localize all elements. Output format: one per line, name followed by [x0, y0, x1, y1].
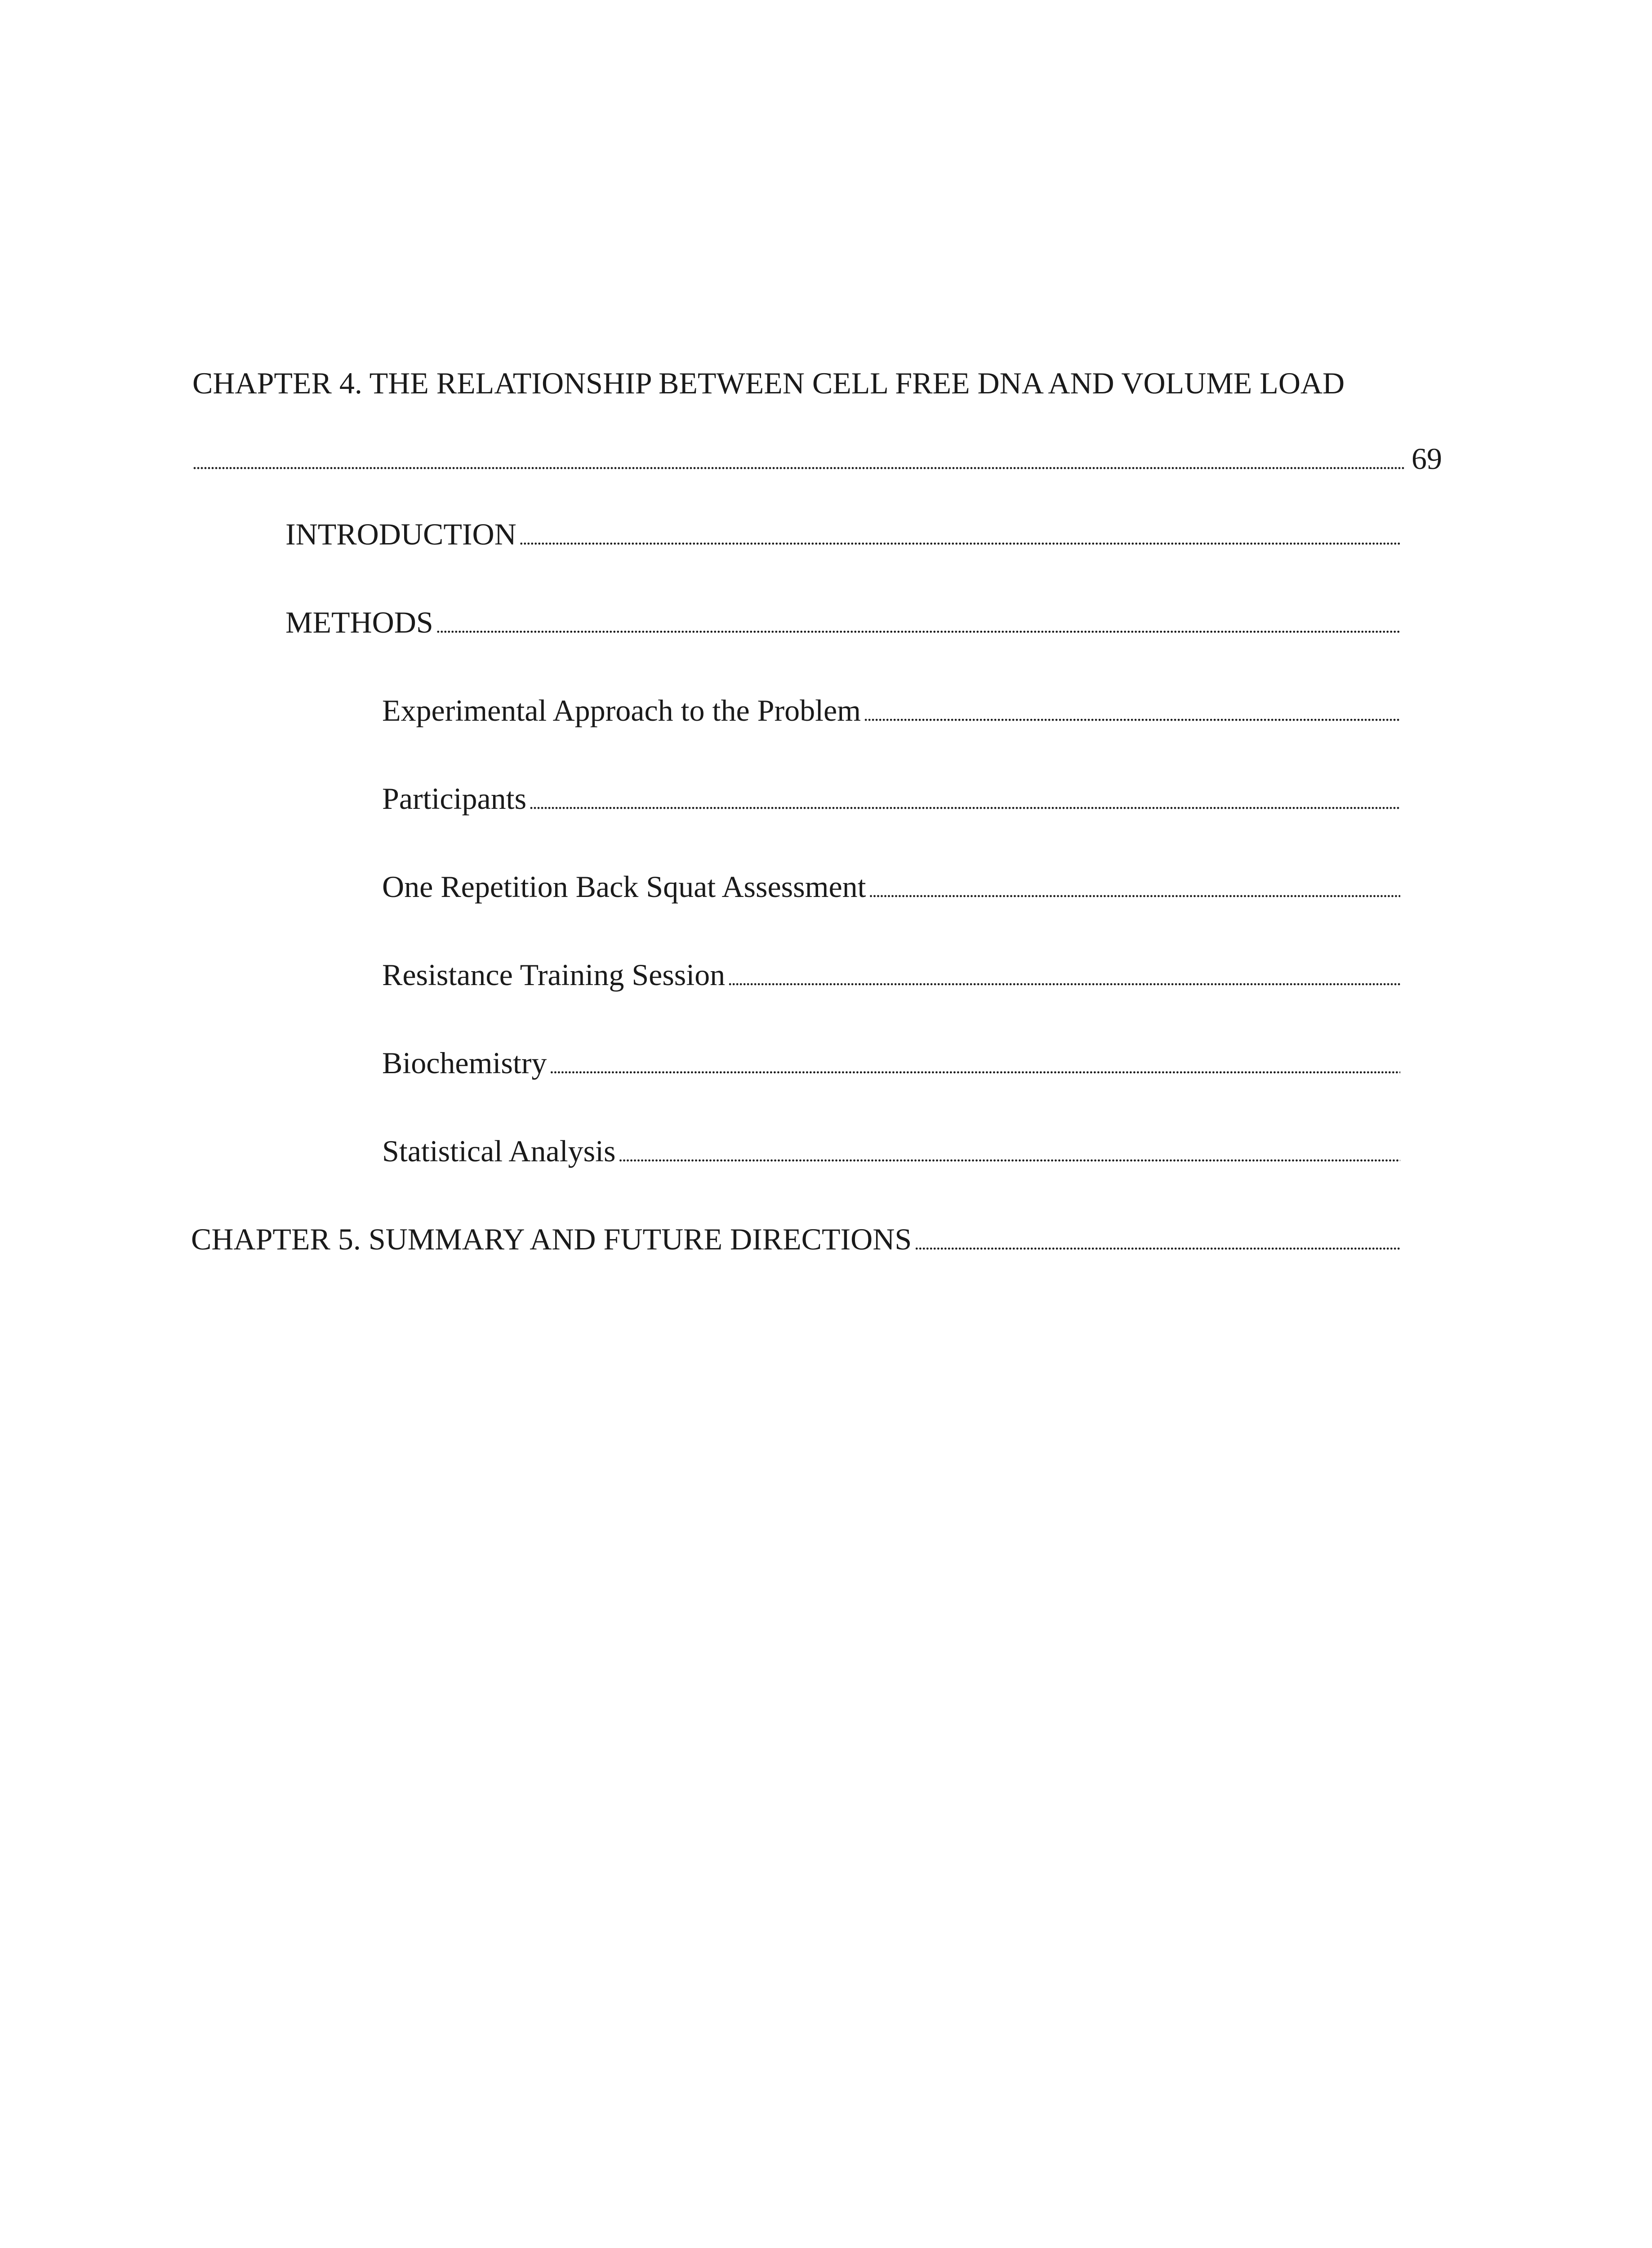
toc-entry-label: CHAPTER 4. THE RELATIONSHIP BETWEEN CELL FREE DNA AND VOLUME LOAD [192, 366, 1345, 400]
toc-entry-label: Experimental Approach to the Problem [382, 693, 861, 727]
toc-page-number: 69 [1412, 442, 1442, 476]
toc-entry-label: METHODS [285, 605, 433, 639]
toc-entry-label: CHAPTER 5. SUMMARY AND FUTURE DIRECTIONS [191, 1222, 912, 1256]
toc-entry-chapter-5[interactable] [191, 1221, 1400, 1262]
toc-entry-introduction[interactable] [285, 516, 1400, 557]
toc-entry-label: Resistance Training Session [382, 958, 726, 992]
toc-entry-statistical-analysis[interactable] [382, 1133, 1400, 1173]
toc-entry-back-squat-assessment[interactable] [382, 869, 1400, 909]
toc-entry-resistance-training-session[interactable] [382, 957, 1400, 997]
dot-leader [529, 781, 1400, 821]
dot-leader [864, 692, 1400, 733]
dot-leader [436, 604, 1400, 645]
dot-leader [549, 1045, 1400, 1085]
toc-entry-label: INTRODUCTION [285, 517, 517, 551]
dot-leader [519, 516, 1400, 557]
dot-leader [618, 1133, 1400, 1173]
dot-leader [869, 869, 1400, 909]
toc-entry-biochemistry[interactable] [382, 1045, 1400, 1085]
toc-entry-label: Biochemistry [382, 1046, 547, 1080]
dot-leader [914, 1221, 1400, 1262]
toc-entry-label: One Repetition Back Squat Assessment [382, 870, 866, 904]
toc-entry-participants[interactable] [382, 781, 1400, 821]
toc-entry-experimental-approach[interactable] [382, 692, 1400, 733]
toc-entry-label: Statistical Analysis [382, 1134, 616, 1168]
dot-leader [192, 441, 1407, 481]
toc-entry-chapter-4-title[interactable] [192, 365, 1345, 401]
toc-entry-label: Participants [382, 781, 527, 816]
toc-entry-methods[interactable] [285, 604, 1400, 645]
toc-entry-chapter-4-leader-line[interactable] [192, 441, 1442, 481]
dot-leader [728, 957, 1400, 997]
